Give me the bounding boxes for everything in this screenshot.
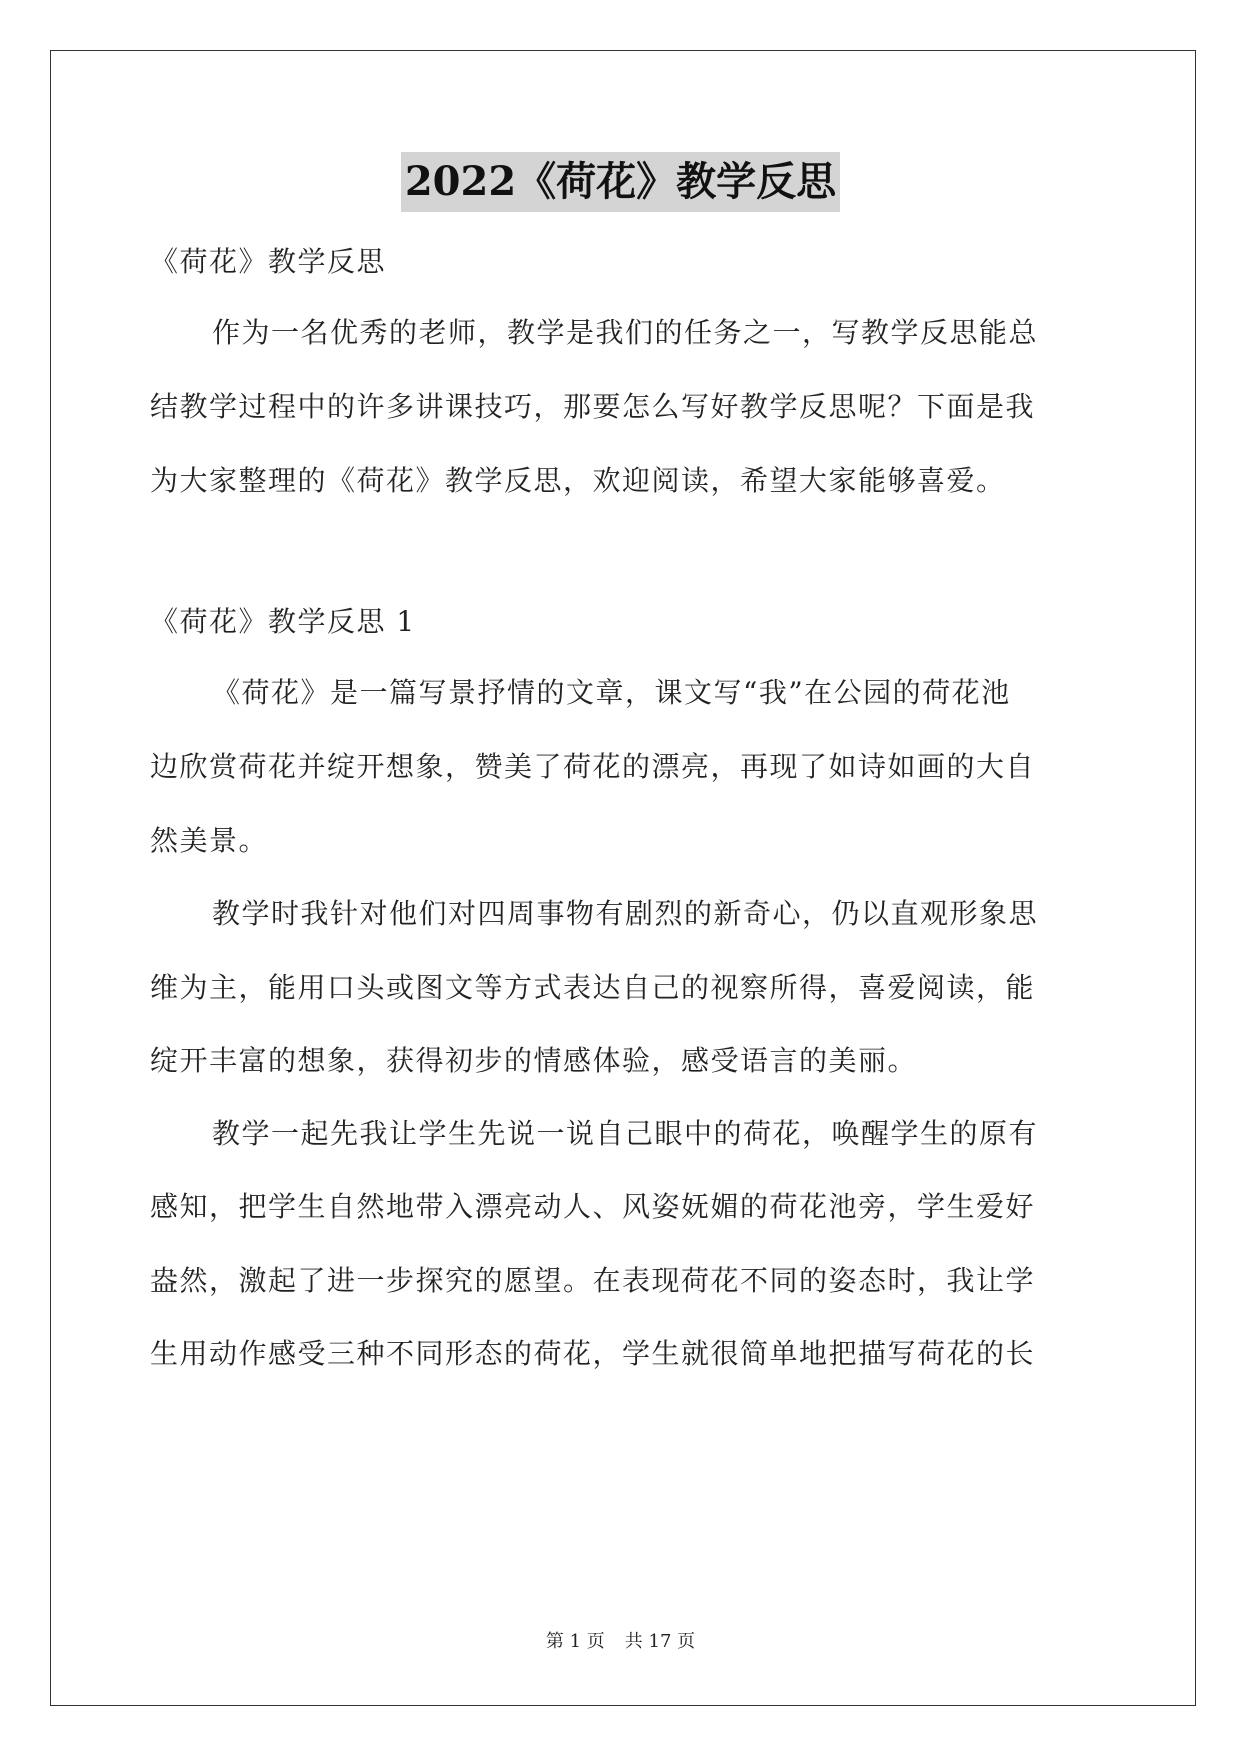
section-heading: 《荷花》教学反思 1 [150,605,416,638]
title-container [0,152,1241,212]
paragraph-line: 感知，把学生自然地带入漂亮动人、风姿妩媚的荷花池旁，学生爱好 [150,1190,1036,1223]
page-footer [0,1630,1241,1654]
page-border [50,50,1196,1706]
paragraph-line: 作为一名优秀的老师，教学是我们的任务之一，写教学反思能总 [212,316,1039,349]
document-title: 2022《荷花》教学反思 [401,152,840,212]
paragraph-line: 为大家整理的《荷花》教学反思，欢迎阅读，希望大家能够喜爱。 [150,464,1006,497]
page-total: 共 17 页 [624,1631,696,1652]
paragraph-line: 教学时我针对他们对四周事物有剧烈的新奇心，仍以直观形象思 [212,897,1039,930]
paragraph-line: 生用动作感受三种不同形态的荷花，学生就很简单地把描写荷花的长 [150,1337,1036,1370]
paragraph-line: 边欣赏荷花并绽开想象，赞美了荷花的漂亮，再现了如诗如画的大自 [150,750,1036,783]
page-number: 第 1 页 [545,1631,605,1652]
paragraph-line: 教学一起先我让学生先说一说自己眼中的荷花，唤醒学生的原有 [212,1117,1039,1150]
paragraph-line: 维为主，能用口头或图文等方式表达自己的视察所得，喜爱阅读，能 [150,971,1036,1004]
paragraph-line: 绽开丰富的想象，获得初步的情感体验，感受语言的美丽。 [150,1044,918,1077]
paragraph-line: 《荷花》是一篇写景抒情的文章，课文写“我”在公园的荷花池 [212,676,1011,709]
paragraph-line: 然美景。 [150,824,269,857]
section-heading: 《荷花》教学反思 [150,245,387,278]
paragraph-line: 盎然，激起了进一步探究的愿望。在表现荷花不同的姿态时，我让学 [150,1264,1036,1297]
paragraph-line: 结教学过程中的许多讲课技巧，那要怎么写好教学反思呢？下面是我 [150,390,1036,423]
